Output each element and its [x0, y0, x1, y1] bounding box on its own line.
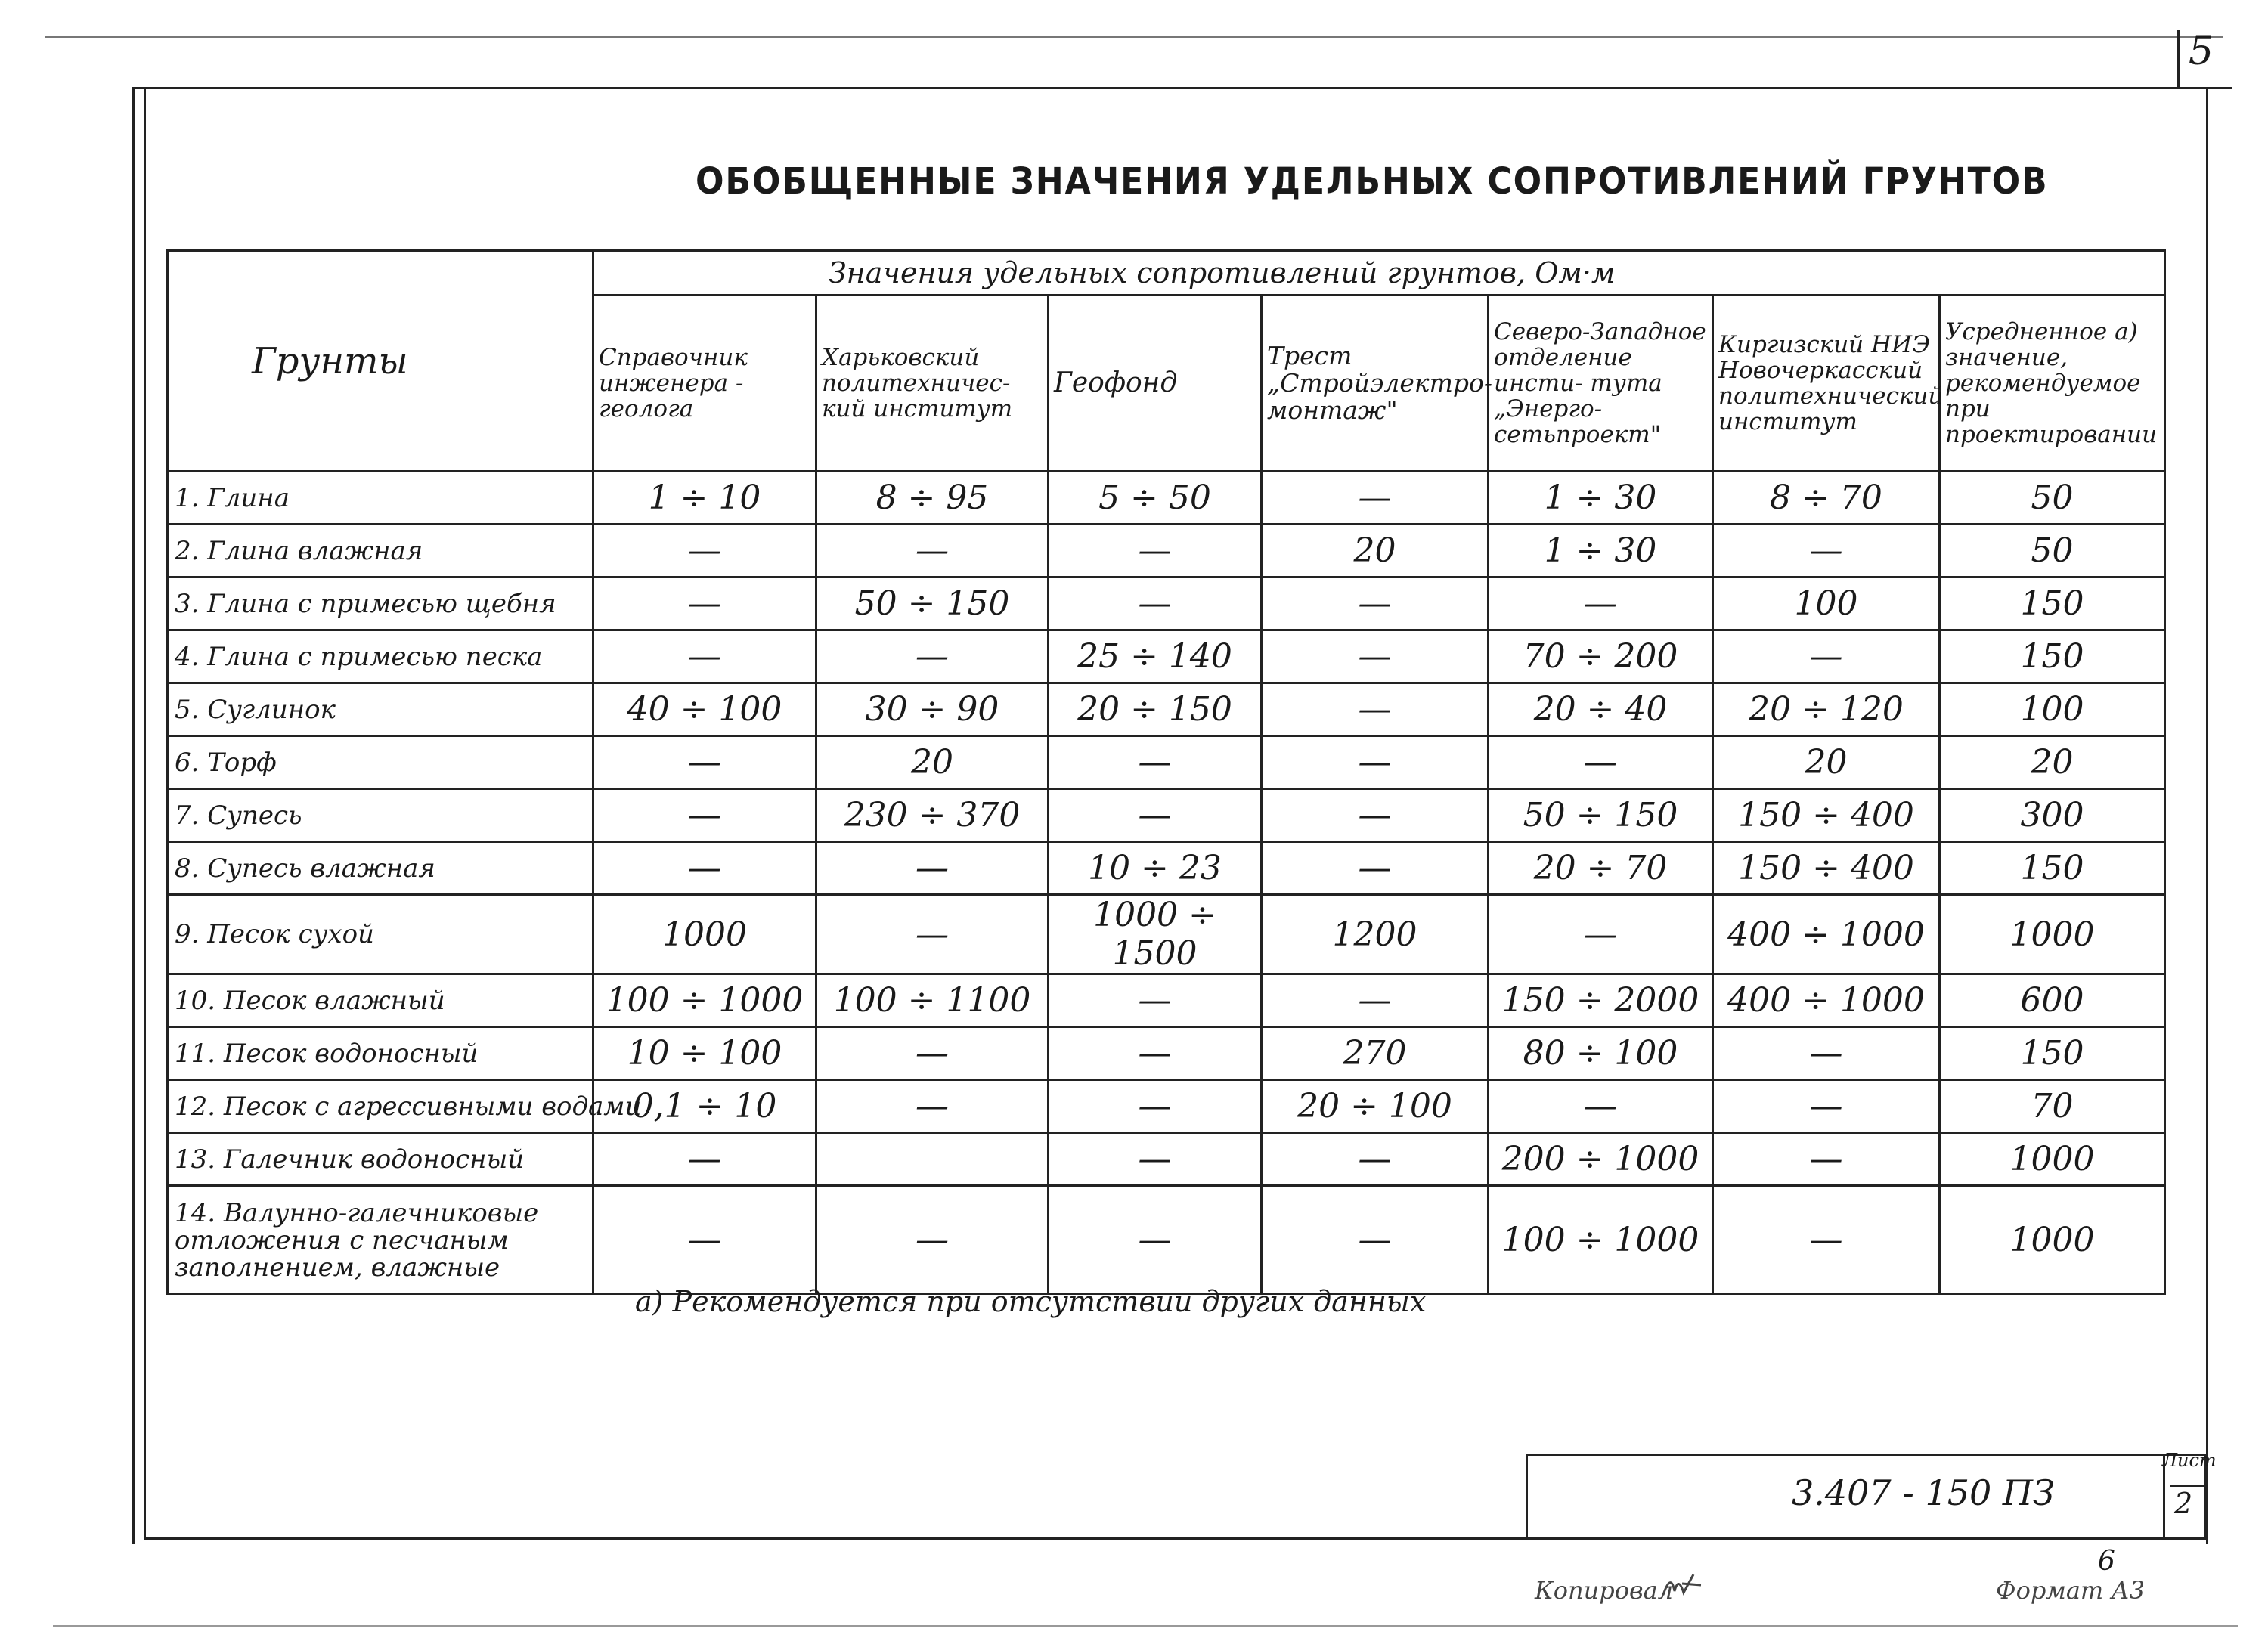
resistivity-value-cell: — — [593, 577, 816, 630]
resistivity-value-cell: 1 ÷ 10 — [593, 472, 816, 525]
footnote: а) Рекомендуется при отсутствии других данных — [635, 1285, 1427, 1318]
resistivity-value-cell: — — [1049, 974, 1262, 1027]
soil-name-cell: 1. Глина — [168, 472, 593, 525]
resistivity-value-cell: 600 — [1940, 974, 2165, 1027]
resistivity-value-cell: 20 ÷ 40 — [1489, 683, 1713, 736]
frame-left-line — [144, 87, 146, 1538]
resistivity-value-cell: — — [1262, 577, 1489, 630]
table-body — [168, 472, 2165, 1294]
copier-label: Копировал — [1535, 1576, 1674, 1605]
resistivity-value-cell: 1000 ÷ 1500 — [1049, 895, 1262, 974]
resistivity-value-cell: 1 ÷ 30 — [1489, 525, 1713, 577]
resistivity-value-cell: — — [1262, 1133, 1489, 1186]
source-header: Усредненное а) значение, рекомендуемое при проектировании — [1940, 296, 2165, 472]
page-mark: 6 — [2098, 1546, 2115, 1577]
resistivity-value-cell: 30 ÷ 90 — [816, 683, 1049, 736]
table-row — [168, 842, 2165, 895]
resistivity-value-cell: 200 ÷ 1000 — [1489, 1133, 1713, 1186]
soil-name-cell: 5. Суглинок — [168, 683, 593, 736]
resistivity-value-cell: — — [1262, 974, 1489, 1027]
resistivity-value-cell: 8 ÷ 70 — [1713, 472, 1940, 525]
resistivity-value-cell: 10 ÷ 100 — [593, 1027, 816, 1080]
resistivity-value-cell: — — [1713, 1080, 1940, 1133]
resistivity-value-cell: — — [1713, 1186, 1940, 1294]
resistivity-value-cell: 50 ÷ 150 — [1489, 789, 1713, 842]
soil-name-cell: 7. Супесь — [168, 789, 593, 842]
table-row — [168, 630, 2165, 683]
resistivity-value-cell: — — [1262, 630, 1489, 683]
resistivity-value-cell: — — [1049, 1186, 1262, 1294]
resistivity-value-cell: 40 ÷ 100 — [593, 683, 816, 736]
resistivity-value-cell: — — [1713, 525, 1940, 577]
resistivity-value-cell: — — [1049, 1133, 1262, 1186]
sheet-number: 2 — [2170, 1485, 2208, 1520]
resistivity-value-cell: 150 — [1940, 1027, 2165, 1080]
resistivity-value-cell: 80 ÷ 100 — [1489, 1027, 1713, 1080]
soil-name-cell: 13. Галечник водоносный — [168, 1133, 593, 1186]
soil-name-cell: 9. Песок сухой — [168, 895, 593, 974]
resistivity-value-cell: 50 ÷ 150 — [816, 577, 1049, 630]
resistivity-value-cell: — — [1262, 472, 1489, 525]
resistivity-value-cell: 400 ÷ 1000 — [1713, 974, 1940, 1027]
soil-name-cell: 3. Глина с примесью щебня — [168, 577, 593, 630]
resistivity-value-cell: 150 ÷ 400 — [1713, 842, 1940, 895]
source-header: Геофонд — [1049, 296, 1262, 472]
resistivity-value-cell: — — [1262, 683, 1489, 736]
source-header: Справочник инженера - геолога — [593, 296, 816, 472]
source-header: Северо-Западное отделение инсти- тута „Энерго- сетьпроект" — [1489, 296, 1713, 472]
soil-name-cell: 6. Торф — [168, 736, 593, 789]
table-row — [168, 525, 2165, 577]
resistivity-value-cell: 20 ÷ 120 — [1713, 683, 1940, 736]
resistivity-value-cell: 150 ÷ 2000 — [1489, 974, 1713, 1027]
resistivity-value-cell: — — [1049, 577, 1262, 630]
resistivity-value-cell: 20 — [1713, 736, 1940, 789]
resistivity-value-cell: — — [593, 630, 816, 683]
soil-name-cell: 11. Песок водоносный — [168, 1027, 593, 1080]
resistivity-value-cell: — — [816, 1186, 1049, 1294]
resistivity-value-cell: 20 — [1262, 525, 1489, 577]
resistivity-value-cell: — — [1713, 1027, 1940, 1080]
soil-name-cell: 12. Песок с агрессивными водами — [168, 1080, 593, 1133]
resistivity-value-cell: — — [593, 1133, 816, 1186]
resistivity-value-cell: 150 — [1940, 577, 2165, 630]
resistivity-value-cell: 1000 — [1940, 895, 2165, 974]
soils-column-header: Грунты — [168, 251, 593, 472]
source-header: Киргизский НИЭ Новочеркасский политехнический институт — [1713, 296, 1940, 472]
resistivity-value-cell: — — [1489, 895, 1713, 974]
table-row — [168, 1027, 2165, 1080]
soil-resistivity-table — [166, 249, 2166, 1295]
resistivity-value-cell: — — [1489, 1080, 1713, 1133]
resistivity-value-cell: 5 ÷ 50 — [1049, 472, 1262, 525]
sheet-label: Лист — [2162, 1450, 2217, 1471]
table-row — [168, 1080, 2165, 1133]
resistivity-value-cell: — — [593, 789, 816, 842]
resistivity-value-cell: 100 ÷ 1000 — [593, 974, 816, 1027]
resistivity-value-cell: 25 ÷ 140 — [1049, 630, 1262, 683]
resistivity-value-cell: — — [593, 525, 816, 577]
document-number: 3.407 - 150 ПЗ — [1792, 1472, 2055, 1513]
page-edge-top — [45, 36, 2223, 38]
resistivity-value-cell: 70 ÷ 200 — [1489, 630, 1713, 683]
table-row — [168, 577, 2165, 630]
resistivity-value-cell: — — [1049, 1080, 1262, 1133]
resistivity-value-cell: 300 — [1940, 789, 2165, 842]
soil-name-cell: 10. Песок влажный — [168, 974, 593, 1027]
page-title: ОБОБЩЕННЫЕ ЗНАЧЕНИЯ УДЕЛЬНЫХ СОПРОТИВЛЕНИЙ ГРУНТОВ — [696, 160, 2049, 203]
resistivity-value-cell: — — [816, 1027, 1049, 1080]
resistivity-value-cell: — — [1489, 736, 1713, 789]
resistivity-value-cell: — — [1049, 789, 1262, 842]
table-row — [168, 895, 2165, 974]
resistivity-value-cell: 20 ÷ 150 — [1049, 683, 1262, 736]
resistivity-group-header: Значения удельных сопротивлений грунтов, Ом·м — [593, 251, 2165, 296]
resistivity-value-cell: 100 ÷ 1100 — [816, 974, 1049, 1027]
resistivity-value-cell: 10 ÷ 23 — [1049, 842, 1262, 895]
resistivity-value-cell: — — [593, 842, 816, 895]
page-edge-bottom — [53, 1625, 2238, 1627]
resistivity-value-cell: — — [816, 525, 1049, 577]
soil-name-cell: 2. Глина влажная — [168, 525, 593, 577]
resistivity-value-cell: 20 ÷ 70 — [1489, 842, 1713, 895]
resistivity-value-cell: — — [1049, 736, 1262, 789]
resistivity-value-cell: 1000 — [1940, 1186, 2165, 1294]
resistivity-value-cell: 50 — [1940, 525, 2165, 577]
resistivity-value-cell: 20 — [1940, 736, 2165, 789]
resistivity-value-cell: 20 ÷ 100 — [1262, 1080, 1489, 1133]
table-row — [168, 683, 2165, 736]
table-row — [168, 1133, 2165, 1186]
resistivity-value-cell: 70 — [1940, 1080, 2165, 1133]
resistivity-value-cell: — — [593, 736, 816, 789]
resistivity-value-cell: 8 ÷ 95 — [816, 472, 1049, 525]
resistivity-value-cell: 100 ÷ 1000 — [1489, 1186, 1713, 1294]
resistivity-value-cell: 150 — [1940, 842, 2165, 895]
resistivity-value-cell: 100 — [1713, 577, 1940, 630]
resistivity-value-cell: — — [1262, 1186, 1489, 1294]
resistivity-value-cell: — — [1049, 525, 1262, 577]
resistivity-value-cell: — — [1713, 1133, 1940, 1186]
resistivity-value-cell: — — [816, 1080, 1049, 1133]
resistivity-value-cell: — — [1489, 577, 1713, 630]
resistivity-value-cell: — — [593, 1186, 816, 1294]
soil-name-cell: 14. Валунно-галечниковые отложения с песчаным заполнением, влажные — [168, 1186, 593, 1294]
resistivity-value-cell: 1200 — [1262, 895, 1489, 974]
resistivity-value-cell: — — [1049, 1027, 1262, 1080]
resistivity-value-cell: 0,1 ÷ 10 — [593, 1080, 816, 1133]
source-header: Трест „Стройэлектро- монтаж" — [1262, 296, 1489, 472]
table-row — [168, 1186, 2165, 1294]
resistivity-value-cell: — — [816, 895, 1049, 974]
table-row — [168, 472, 2165, 525]
resistivity-value-cell: 150 ÷ 400 — [1713, 789, 1940, 842]
resistivity-value-cell: 1000 — [593, 895, 816, 974]
soil-name-cell: 8. Супесь влажная — [168, 842, 593, 895]
table-row — [168, 974, 2165, 1027]
source-header: Харьковский политехничес- кий институт — [816, 296, 1049, 472]
resistivity-value-cell: — — [1262, 789, 1489, 842]
resistivity-value-cell: 50 — [1940, 472, 2165, 525]
resistivity-value-cell: — — [1262, 736, 1489, 789]
resistivity-value-cell: 230 ÷ 370 — [816, 789, 1049, 842]
table-row — [168, 736, 2165, 789]
resistivity-value-cell: 1000 — [1940, 1133, 2165, 1186]
resistivity-value-cell: 150 — [1940, 630, 2165, 683]
resistivity-value-cell: — — [816, 630, 1049, 683]
resistivity-value-cell — [816, 1133, 1049, 1186]
table-row — [168, 789, 2165, 842]
paper-format: Формат А3 — [1996, 1576, 2146, 1605]
page-number: 5 — [2189, 29, 2214, 74]
signature-mark — [1659, 1568, 1705, 1602]
resistivity-value-cell: — — [816, 842, 1049, 895]
resistivity-value-cell: 400 ÷ 1000 — [1713, 895, 1940, 974]
resistivity-value-cell: — — [1713, 630, 1940, 683]
resistivity-value-cell: — — [1262, 842, 1489, 895]
soil-name-cell: 4. Глина с примесью песка — [168, 630, 593, 683]
resistivity-value-cell: 1 ÷ 30 — [1489, 472, 1713, 525]
resistivity-value-cell: 270 — [1262, 1027, 1489, 1080]
resistivity-value-cell: 100 — [1940, 683, 2165, 736]
resistivity-value-cell: 20 — [816, 736, 1049, 789]
